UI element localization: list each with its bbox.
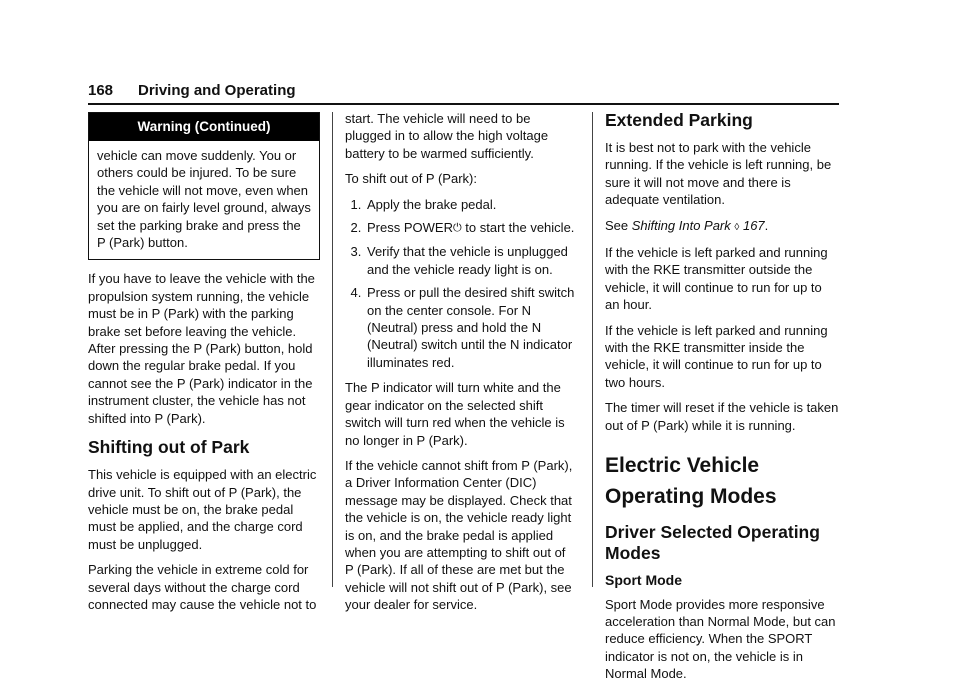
paragraph: If the vehicle is left parked and running with the RKE transmitter inside the vehicle, it will continue to run for up to two hours. <box>605 322 828 390</box>
cross-reference: See Shifting Into Park ◊ 167. <box>605 217 769 233</box>
header-divider <box>88 103 839 105</box>
list-item <box>365 219 577 237</box>
paragraph: It is best not to park with the vehicle running. If the vehicle is left running, be sure it will not move and there is adequate ventilation. <box>605 140 832 208</box>
list-item <box>365 284 577 371</box>
column-divider <box>592 112 593 587</box>
step-text: to start the vehicle. <box>465 220 575 236</box>
column-divider <box>332 112 333 587</box>
section-heading: Shifting out of Park <box>88 437 250 458</box>
section-heading: Extended Parking <box>605 110 753 130</box>
paragraph: To shift out of P (Park): <box>345 171 477 187</box>
step-text: Apply the brake pedal. <box>367 196 497 212</box>
paragraph: If you have to leave the vehicle with the propulsion system running, the vehicle must be in P (Park) with the parking brake set before leaving the vehicle. After pressing the P (Park) button, hold down the regular brake pedal. If you cannot see the P (Park) indicator in the instrument cluster, the vehicle has not shifted into P (Park). <box>88 271 315 426</box>
paragraph: start. The vehicle will need to be plugged in to allow the high voltage battery to be warmed sufficiently. <box>345 111 549 161</box>
paragraph: This vehicle is equipped with an electric drive unit. To shift out of P (Park), the vehicle must be on, the brake pedal must be applied, and the charge cord must be unplugged. <box>88 467 317 552</box>
page-arrow-icon: ◊ <box>734 221 740 233</box>
paragraph: Parking the vehicle in extreme cold for several days without the charge cord connected may cause the vehicle not to <box>88 562 317 612</box>
page-number: 168 <box>88 82 114 99</box>
power-icon: ⏻ <box>452 222 462 235</box>
page-header <box>88 82 839 104</box>
warning-text: vehicle can move suddenly. You or others could be injured. To be sure the vehicle will not move, even when you are on fairly level ground, always set the parking brake and press the P (Park) button. <box>97 148 311 251</box>
chapter-heading: Electric Vehicle Operating Modes <box>605 454 777 509</box>
column-right <box>605 110 839 691</box>
cross-reference-link[interactable]: Shifting Into Park <box>631 217 731 233</box>
paragraph: If the vehicle is left parked and running with the RKE transmitter outside the vehicle, it will continue to run for up to an hour. <box>605 245 828 313</box>
section-heading: Driver Selected Operating Modes <box>605 522 820 564</box>
see-prefix: See <box>605 217 629 233</box>
step-text: Verify that the vehicle is unplugged and the vehicle ready light is on. <box>367 244 568 277</box>
column-left <box>88 112 320 621</box>
section-title: Driving and Operating <box>138 82 296 99</box>
warning-title: Warning (Continued) <box>89 113 319 141</box>
subsection-heading: Sport Mode <box>605 572 682 589</box>
step-text: Press POWER <box>367 220 453 236</box>
paragraph: The timer will reset if the vehicle is taken out of P (Park) while it is running. <box>605 400 839 433</box>
list-item <box>365 243 577 278</box>
paragraph: If the vehicle cannot shift from P (Park), a Driver Information Center (DIC) message may be displayed. Check that the vehicle is on, the vehicle ready light is on, and the brake pedal is applied when you are attempting to shift out of P (Park). If all of these are met but the vehicle will not shift out of P (Park), see your dealer for service. <box>345 457 573 613</box>
paragraph: The P indicator will turn white and the gear indicator on the selected shift switch will turn red when the vehicle is no longer in P (Park). <box>345 380 565 448</box>
column-middle <box>345 110 577 622</box>
warning-box <box>88 112 320 260</box>
cross-reference-page[interactable]: 167 <box>742 217 765 233</box>
step-list <box>345 196 577 372</box>
paragraph: Sport Mode provides more responsive acceleration than Normal Mode, but can reduce efficiency. When the SPORT indicator is not on, the vehicle is in Normal Mode. <box>605 596 836 682</box>
step-text: Press or pull the desired shift switch on the center console. For N (Neutral) press and hold the N (Neutral) switch until the N indicator illuminates red. <box>367 285 575 370</box>
list-item <box>365 196 577 213</box>
